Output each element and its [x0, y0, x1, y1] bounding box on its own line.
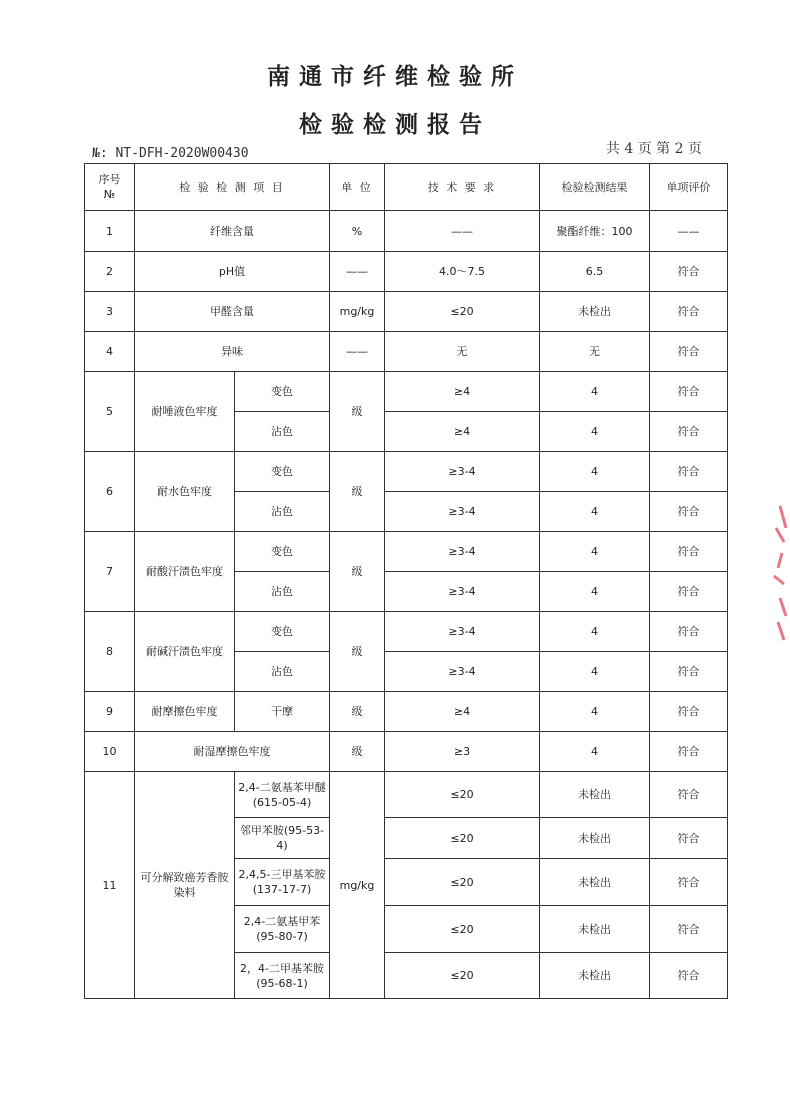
header-result: 检验检测结果	[540, 164, 650, 211]
subitem-cell: 沾色	[235, 412, 330, 452]
requirement-cell: ≤20	[385, 292, 540, 332]
evaluation-cell: 符合	[650, 252, 728, 292]
unit-cell: ——	[330, 252, 385, 292]
subitem-cell: 沾色	[235, 652, 330, 692]
subitem-cell: 变色	[235, 532, 330, 572]
subitem-cell: 2,4,5-三甲基苯胺(137-17-7)	[235, 859, 330, 906]
seq-cell: 9	[85, 692, 135, 732]
requirement-cell: ≤20	[385, 906, 540, 953]
seq-cell: 2	[85, 252, 135, 292]
item-cell: 耐碱汗渍色牢度	[135, 612, 235, 692]
institution-title: 南通市纤维检验所	[267, 63, 523, 90]
evaluation-cell: 符合	[650, 292, 728, 332]
report-title: 检验检测报告	[299, 111, 491, 138]
report-number: №: NT-DFH-2020W00430	[92, 146, 249, 161]
result-cell: 未检出	[540, 859, 650, 906]
result-cell: 4	[540, 452, 650, 492]
result-cell: 4	[540, 572, 650, 612]
item-cell: pH值	[135, 252, 330, 292]
header-evaluation: 单项评价	[650, 164, 728, 211]
requirement-cell: 4.0～7.5	[385, 252, 540, 292]
evaluation-cell: 符合	[650, 732, 728, 772]
item-cell: 耐酸汗渍色牢度	[135, 532, 235, 612]
requirement-cell: ≥4	[385, 692, 540, 732]
result-cell: 未检出	[540, 818, 650, 859]
requirement-cell: ≥4	[385, 412, 540, 452]
item-cell: 纤维含量	[135, 211, 330, 252]
table-row	[85, 692, 728, 732]
result-cell: 6.5	[540, 252, 650, 292]
unit-cell: 级	[330, 612, 385, 692]
subitem-cell: 2，4-二甲基苯胺(95-68-1)	[235, 953, 330, 999]
evaluation-cell: 符合	[650, 906, 728, 953]
subitem-cell: 2,4-二氨基苯甲醚(615-05-4)	[235, 772, 330, 818]
result-cell: 4	[540, 492, 650, 532]
subitem-cell: 沾色	[235, 572, 330, 612]
unit-cell: %	[330, 211, 385, 252]
evaluation-cell: 符合	[650, 332, 728, 372]
evaluation-cell: 符合	[650, 572, 728, 612]
requirement-cell: ≥3	[385, 732, 540, 772]
header-requirement: 技 术 要 求	[385, 164, 540, 211]
table-row	[85, 732, 728, 772]
result-cell: 未检出	[540, 292, 650, 332]
table-row	[85, 532, 728, 572]
requirement-cell: ——	[385, 211, 540, 252]
seq-cell: 3	[85, 292, 135, 332]
seq-cell: 6	[85, 452, 135, 532]
table-row	[85, 612, 728, 652]
evaluation-cell: 符合	[650, 612, 728, 652]
result-cell: 未检出	[540, 772, 650, 818]
item-cell: 异味	[135, 332, 330, 372]
evaluation-cell: 符合	[650, 652, 728, 692]
subitem-cell: 变色	[235, 452, 330, 492]
seq-cell: 7	[85, 532, 135, 612]
evaluation-cell: 符合	[650, 692, 728, 732]
seq-cell: 8	[85, 612, 135, 692]
seq-cell: 1	[85, 211, 135, 252]
evaluation-cell: 符合	[650, 859, 728, 906]
stamp-marks-icon	[760, 498, 790, 648]
evaluation-cell: 符合	[650, 492, 728, 532]
item-cell: 耐摩擦色牢度	[135, 692, 235, 732]
requirement-cell: ≥3-4	[385, 652, 540, 692]
item-cell: 耐唾液色牢度	[135, 372, 235, 452]
requirement-cell: ≤20	[385, 772, 540, 818]
result-cell: 未检出	[540, 953, 650, 999]
result-cell: 聚酯纤维：100	[540, 211, 650, 252]
table-row	[85, 211, 728, 252]
header-seq: 序号 №	[85, 164, 135, 211]
subitem-cell: 2,4-二氨基甲苯(95-80-7)	[235, 906, 330, 953]
table-row	[85, 772, 728, 818]
evaluation-cell: 符合	[650, 532, 728, 572]
result-cell: 未检出	[540, 906, 650, 953]
requirement-cell: ≥3-4	[385, 612, 540, 652]
evaluation-cell: 符合	[650, 953, 728, 999]
subitem-cell: 变色	[235, 372, 330, 412]
evaluation-cell: 符合	[650, 818, 728, 859]
inspection-table	[84, 163, 728, 999]
unit-cell: mg/kg	[330, 292, 385, 332]
table-row	[85, 252, 728, 292]
seq-cell: 5	[85, 372, 135, 452]
requirement-cell: ≥3-4	[385, 452, 540, 492]
unit-cell: 级	[330, 732, 385, 772]
red-stamp-fragment	[760, 498, 790, 648]
page-indicator: 共 4 页 第 2 页	[605, 141, 702, 157]
table-row	[85, 292, 728, 332]
result-cell: 4	[540, 732, 650, 772]
result-cell: 4	[540, 412, 650, 452]
subitem-cell: 沾色	[235, 492, 330, 532]
table-row	[85, 452, 728, 492]
item-cell: 耐水色牢度	[135, 452, 235, 532]
evaluation-cell: 符合	[650, 372, 728, 412]
requirement-cell: ≤20	[385, 818, 540, 859]
requirement-cell: ≤20	[385, 859, 540, 906]
result-cell: 4	[540, 612, 650, 652]
table-header-row	[85, 164, 728, 211]
seq-cell: 10	[85, 732, 135, 772]
unit-cell: mg/kg	[330, 772, 385, 999]
requirement-cell: ≥4	[385, 372, 540, 412]
evaluation-cell: 符合	[650, 452, 728, 492]
evaluation-cell: ——	[650, 211, 728, 252]
item-cell: 可分解致癌芳香胺染料	[135, 772, 235, 999]
requirement-cell: ≤20	[385, 953, 540, 999]
evaluation-cell: 符合	[650, 412, 728, 452]
header-unit: 单 位	[330, 164, 385, 211]
unit-cell: ——	[330, 332, 385, 372]
unit-cell: 级	[330, 692, 385, 732]
result-cell: 4	[540, 372, 650, 412]
seq-cell: 4	[85, 332, 135, 372]
seq-cell: 11	[85, 772, 135, 999]
requirement-cell: 无	[385, 332, 540, 372]
subitem-cell: 变色	[235, 612, 330, 652]
requirement-cell: ≥3-4	[385, 492, 540, 532]
requirement-cell: ≥3-4	[385, 532, 540, 572]
subitem-cell: 干摩	[235, 692, 330, 732]
requirement-cell: ≥3-4	[385, 572, 540, 612]
table-row	[85, 332, 728, 372]
result-cell: 4	[540, 692, 650, 732]
result-cell: 4	[540, 652, 650, 692]
result-cell: 4	[540, 532, 650, 572]
unit-cell: 级	[330, 372, 385, 452]
item-cell: 耐湿摩擦色牢度	[135, 732, 330, 772]
item-cell: 甲醛含量	[135, 292, 330, 332]
subitem-cell: 邻甲苯胺(95-53-4)	[235, 818, 330, 859]
table-row	[85, 372, 728, 412]
evaluation-cell: 符合	[650, 772, 728, 818]
unit-cell: 级	[330, 452, 385, 532]
unit-cell: 级	[330, 532, 385, 612]
header-item: 检 验 检 测 项 目	[135, 164, 330, 211]
result-cell: 无	[540, 332, 650, 372]
